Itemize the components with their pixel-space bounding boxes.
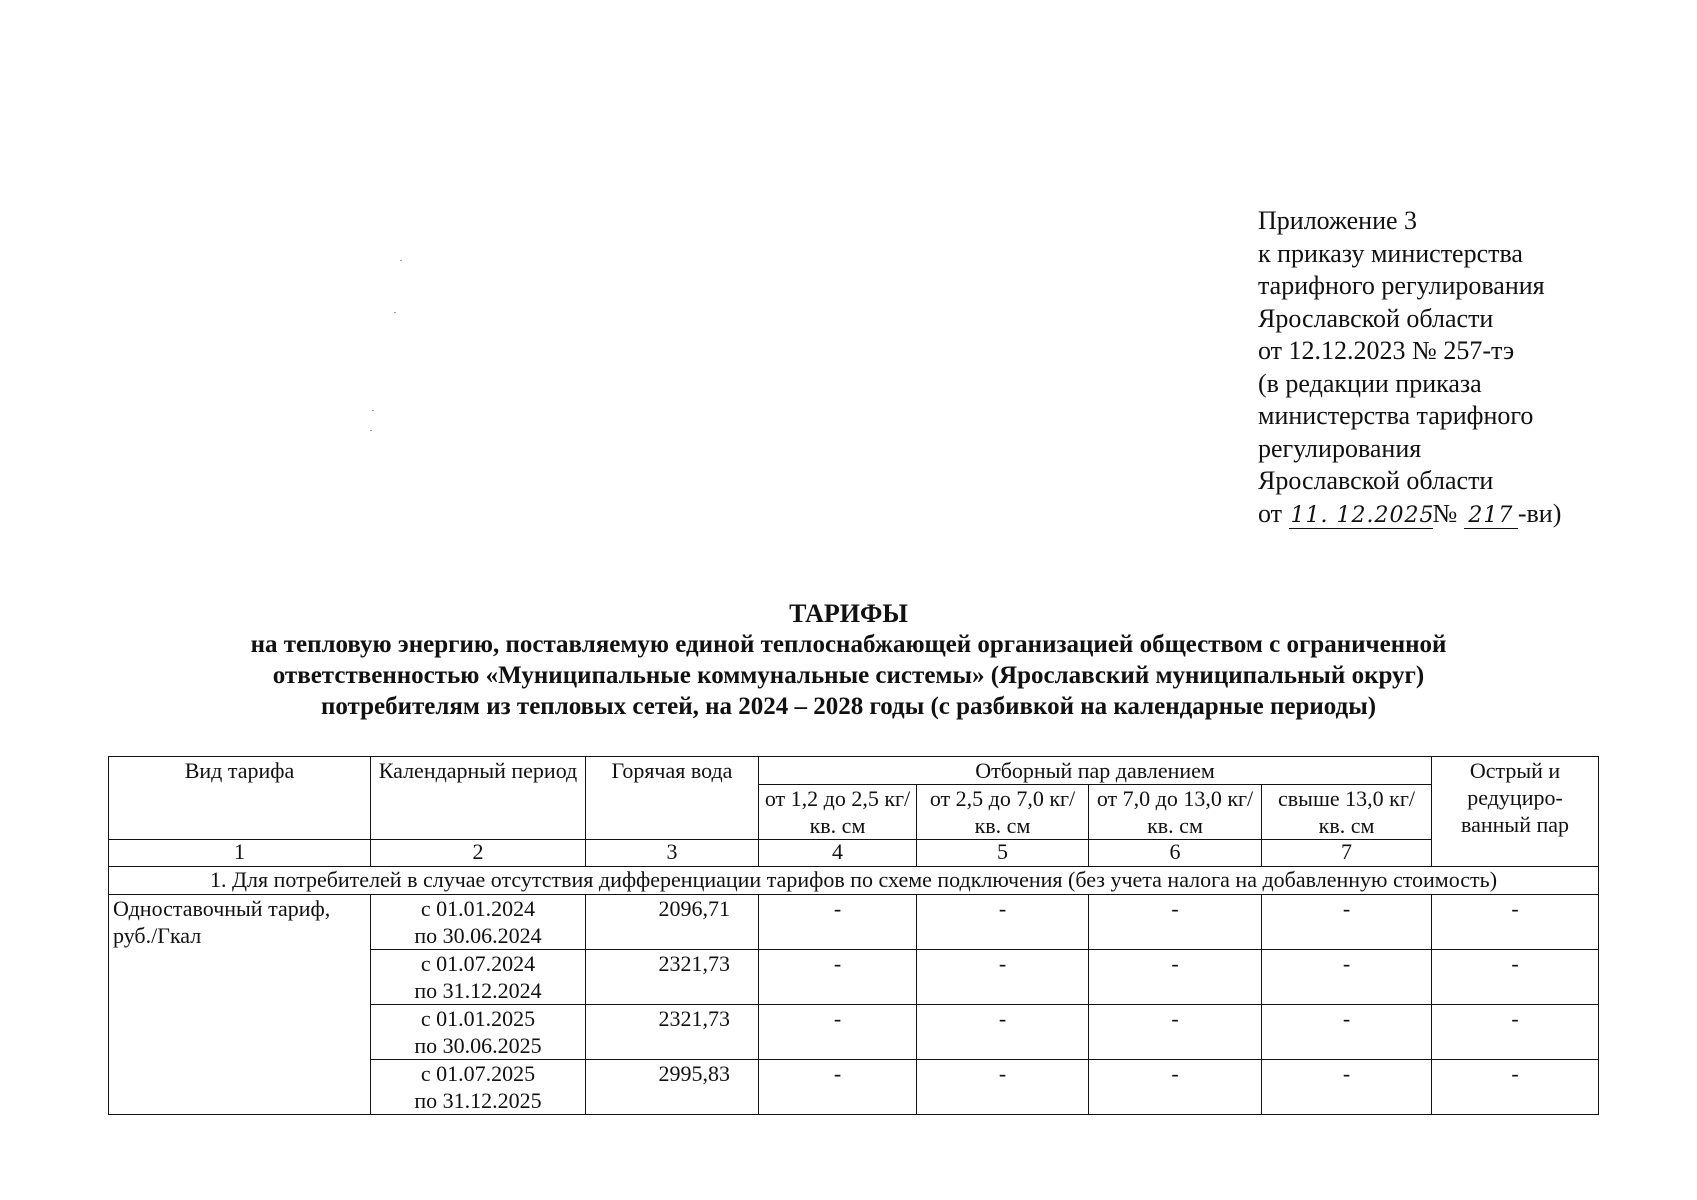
header-steam-group: Отборный пар давлением xyxy=(759,757,1432,785)
period-cell xyxy=(371,1060,586,1115)
sharp-steam-value: - xyxy=(1432,1005,1599,1060)
header-steam-3: от 7,0 до 13,0 кг/ кв. см xyxy=(1089,785,1262,840)
period-to: по 30.06.2024 xyxy=(414,923,542,948)
appendix-line: Ярославской области xyxy=(1258,466,1494,495)
column-number: 2 xyxy=(371,840,586,867)
hot-water-value: 2321,73 xyxy=(586,950,759,1005)
header-tariff-type: Вид тарифа xyxy=(109,757,371,840)
appendix-amendment-line xyxy=(1258,498,1561,531)
period-to: по 30.06.2025 xyxy=(414,1033,542,1058)
column-number: 4 xyxy=(759,840,917,867)
appendix-line: министерства тарифного xyxy=(1258,401,1534,430)
section-row xyxy=(109,867,1599,895)
header-steam-2: от 2,5 до 7,0 кг/ кв. см xyxy=(917,785,1089,840)
scan-specks xyxy=(400,260,430,440)
hot-water-value: 2321,73 xyxy=(586,1005,759,1060)
steam-1-value: - xyxy=(759,895,917,950)
period-from: с 01.01.2024 xyxy=(420,896,536,921)
header-hot-water: Горячая вода xyxy=(586,757,759,840)
section-heading: 1. Для потребителей в случае отсутствия дифференциации тарифов по схеме подключения (без учета налога на добавленную стоимость) xyxy=(109,867,1599,895)
steam-2-value: - xyxy=(917,895,1089,950)
title-main: ТАРИФЫ xyxy=(789,599,908,628)
table-row xyxy=(109,895,1599,950)
title-line: на тепловую энергию, поставляемую единой теплоснабжающей организацией обществом с ограниченной xyxy=(250,631,1447,658)
amendment-suffix: -ви) xyxy=(1517,498,1562,528)
header-steam-4: свыше 13,0 кг/ кв. см xyxy=(1262,785,1432,840)
handwritten-number: 217 xyxy=(1464,504,1518,529)
period-from: с 01.07.2025 xyxy=(420,1061,536,1086)
steam-2-value: - xyxy=(917,1005,1089,1060)
steam-1-value: - xyxy=(759,1060,917,1115)
steam-3-value: - xyxy=(1089,1005,1262,1060)
tariff-label: Одноставочный тариф, руб./Гкал xyxy=(109,895,371,1115)
amendment-prefix: от xyxy=(1258,498,1283,528)
period-to: по 31.12.2024 xyxy=(414,978,542,1003)
steam-3-value: - xyxy=(1089,1060,1262,1115)
appendix-line: от 12.12.2023 № 257-тэ xyxy=(1258,336,1515,365)
hot-water-value: 2096,71 xyxy=(586,895,759,950)
sharp-steam-value: - xyxy=(1432,950,1599,1005)
steam-4-value: - xyxy=(1262,1005,1432,1060)
handwritten-date: 11. 12.2025 xyxy=(1290,502,1435,528)
steam-3-value: - xyxy=(1089,950,1262,1005)
steam-4-value: - xyxy=(1262,950,1432,1005)
column-number-row xyxy=(109,840,1599,867)
number-sign: № xyxy=(1432,498,1458,528)
header-row xyxy=(109,757,1599,785)
steam-4-value: - xyxy=(1262,895,1432,950)
steam-1-value: - xyxy=(759,950,917,1005)
hot-water-value: 2995,83 xyxy=(586,1060,759,1115)
appendix-line: регулирования xyxy=(1258,433,1422,463)
period-from: с 01.01.2025 xyxy=(420,1006,536,1031)
steam-2-value: - xyxy=(917,1060,1089,1115)
period-cell xyxy=(371,895,586,950)
period-cell xyxy=(371,1005,586,1060)
header-sharp-steam: Острый и редуциро-ванный пар xyxy=(1432,757,1599,867)
appendix-block xyxy=(1258,205,1561,530)
document-title xyxy=(0,598,1697,722)
appendix-line: Приложение 3 xyxy=(1258,206,1418,235)
sharp-steam-value: - xyxy=(1432,895,1599,950)
appendix-line: тарифного регулирования xyxy=(1258,271,1545,300)
column-number: 5 xyxy=(917,840,1089,867)
title-line: ответственностью «Муниципальные коммунальные системы» (Ярославский муниципальный округ) xyxy=(272,662,1425,689)
appendix-line: к приказу министерства xyxy=(1258,238,1523,268)
steam-4-value: - xyxy=(1262,1060,1432,1115)
sharp-steam-value: - xyxy=(1432,1060,1599,1115)
title-line: потребителям из тепловых сетей, на 2024 – 2028 годы (с разбивкой на календарные периоды) xyxy=(320,693,1377,720)
appendix-line: Ярославской области xyxy=(1258,303,1494,333)
steam-2-value: - xyxy=(917,950,1089,1005)
column-number: 6 xyxy=(1089,840,1262,867)
tariffs-table xyxy=(108,756,1599,1115)
header-period: Календарный период xyxy=(371,757,586,840)
period-cell xyxy=(371,950,586,1005)
appendix-line: (в редакции приказа xyxy=(1258,368,1482,398)
header-steam-1: от 1,2 до 2,5 кг/ кв. см xyxy=(759,785,917,840)
period-to: по 31.12.2025 xyxy=(414,1088,542,1113)
period-from: с 01.07.2024 xyxy=(420,951,536,976)
column-number: 3 xyxy=(586,840,759,867)
column-number: 1 xyxy=(109,840,371,867)
column-number: 7 xyxy=(1262,840,1432,867)
steam-3-value: - xyxy=(1089,895,1262,950)
steam-1-value: - xyxy=(759,1005,917,1060)
